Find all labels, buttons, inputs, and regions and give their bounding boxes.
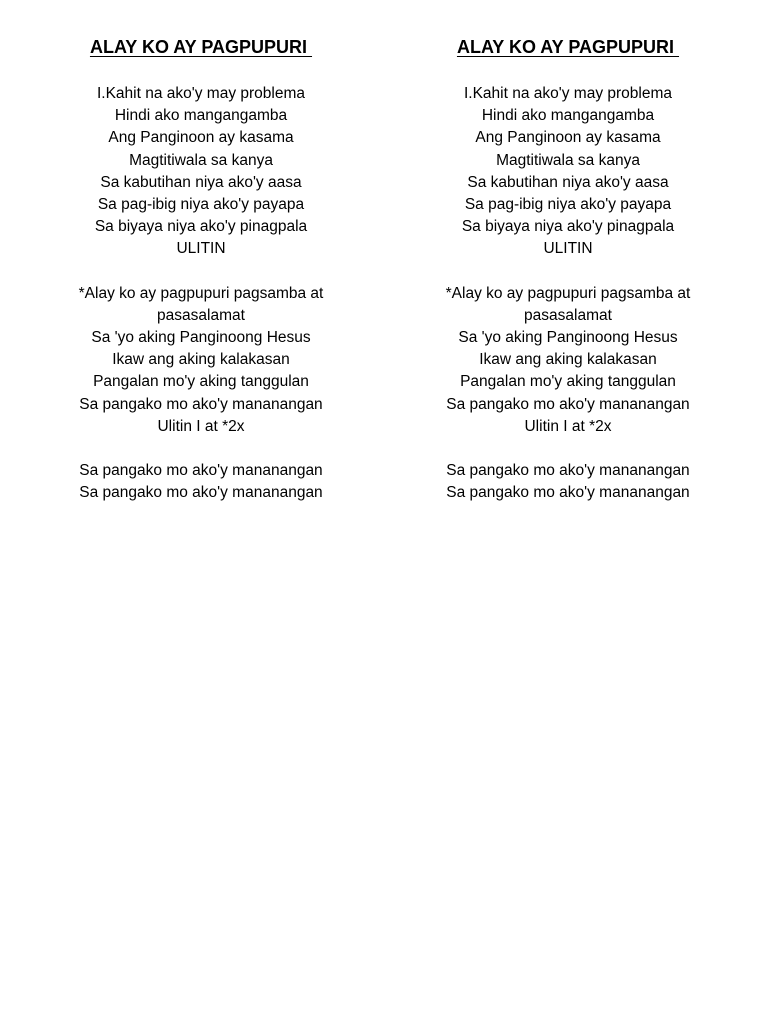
lyric-line: Magtitiwala sa kanya [129, 151, 273, 169]
lyric-line: Sa kabutihan niya ako'y aasa [100, 173, 302, 191]
lyric-line: Sa pangako mo ako'y mananangan [446, 395, 690, 413]
lyric-line: Sa pangako mo ako'y mananangan [79, 462, 323, 480]
ending-stanza [403, 460, 733, 504]
verse-stanza [36, 83, 366, 261]
repeat-instruction: ULITIN [176, 240, 226, 258]
lyrics-column-right [403, 36, 733, 526]
lyric-line: Sa pangako mo ako'y mananangan [446, 462, 690, 480]
lyric-line: Pangalan mo'y aking tanggulan [460, 373, 676, 391]
lyric-line: Magtitiwala sa kanya [496, 151, 640, 169]
lyrics-column-left [36, 36, 366, 526]
chorus-stanza [36, 283, 366, 438]
lyric-line: Sa 'yo aking Panginoong Hesus [91, 329, 311, 347]
repeat-instruction: Ulitin I at *2x [157, 417, 245, 435]
lyric-line: Sa pag-ibig niya ako'y payapa [97, 196, 305, 214]
lyric-line: *Alay ko ay pagpupuri pagsamba at [78, 284, 324, 302]
lyric-line: Sa pangako mo ako'y mananangan [79, 484, 323, 502]
repeat-instruction: Ulitin I at *2x [524, 417, 612, 435]
lyric-line: Ang Panginoon ay kasama [108, 129, 294, 147]
lyric-line: Sa pangako mo ako'y mananangan [446, 484, 690, 502]
lyric-line: Sa biyaya niya ako'y pinagpala [461, 218, 675, 236]
lyric-line: Hindi ako mangangamba [481, 107, 655, 125]
repeat-instruction: ULITIN [543, 240, 593, 258]
lyric-line: *Alay ko ay pagpupuri pagsamba at [445, 284, 691, 302]
lyric-line: Pangalan mo'y aking tanggulan [93, 373, 309, 391]
lyric-line: I.Kahit na ako'y may problema [463, 85, 672, 102]
song-title: ALAY KO AY PAGPUPURI [456, 37, 680, 57]
ending-stanza [36, 460, 366, 504]
lyric-line: Sa kabutihan niya ako'y aasa [467, 173, 669, 191]
lyric-line: Ikaw ang aking kalakasan [112, 351, 290, 369]
lyric-line: Hindi ako mangangamba [114, 107, 288, 125]
lyric-line: Sa pag-ibig niya ako'y payapa [464, 196, 672, 214]
chorus-stanza [403, 283, 733, 438]
lyric-line: I.Kahit na ako'y may problema [96, 85, 305, 102]
lyric-line: Ikaw ang aking kalakasan [479, 351, 657, 369]
lyric-line: Sa 'yo aking Panginoong Hesus [458, 329, 678, 347]
lyric-line: Sa pangako mo ako'y mananangan [79, 395, 323, 413]
lyric-line: Sa biyaya niya ako'y pinagpala [94, 218, 308, 236]
lyric-line: Ang Panginoon ay kasama [475, 129, 661, 147]
verse-stanza [403, 83, 733, 261]
lyric-line: pasasalamat [157, 306, 245, 324]
lyric-line: pasasalamat [524, 306, 612, 324]
song-title: ALAY KO AY PAGPUPURI [89, 37, 313, 57]
